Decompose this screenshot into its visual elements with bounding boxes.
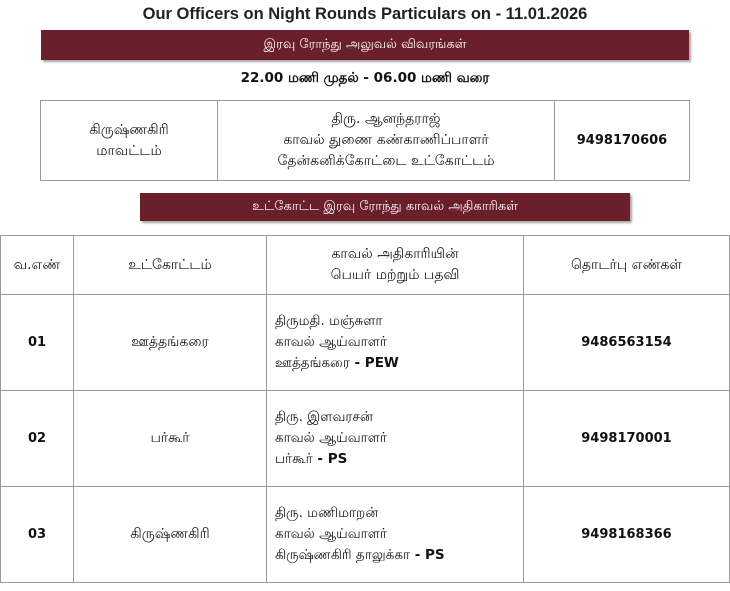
row-officer — [267, 295, 524, 391]
officer-name: திரு. மணிமாறன் — [275, 505, 379, 521]
supervisor-officer-cell — [218, 101, 555, 181]
officer-name: திரு. இளவரசன் — [275, 409, 373, 425]
officer-designation: காவல் ஆய்வாளர் — [275, 430, 387, 446]
officer-name: திருமதி. மஞ்சுளா — [275, 313, 383, 329]
header-officer-line1: காவல் அதிகாரியின் — [331, 246, 459, 262]
table-header-row — [1, 236, 730, 295]
row-officer — [267, 487, 524, 583]
officer-designation: காவல் ஆய்வாளர் — [275, 334, 387, 350]
row-phone: 9486563154 — [524, 295, 730, 391]
officer-unit: - PEW — [349, 355, 399, 371]
header-phone: தொடர்பு எண்கள் — [524, 236, 730, 295]
supervisor-name: திரு. ஆனந்தராஜ் — [331, 111, 441, 127]
officer-unit: - PS — [312, 451, 348, 467]
supervisor-designation: காவல் துணை கண்காணிப்பாளர் — [283, 132, 489, 148]
subdivision-officers-banner: உட்கோட்ட இரவு ரோந்து காவல் அதிகாரிகள் — [140, 193, 630, 221]
timing-text: 22.00 மணி முதல் - 06.00 மணி வரை — [240, 70, 490, 86]
officer-place: பர்கூர் — [275, 451, 313, 467]
header-officer-line2: பெயர் மற்றும் பதவி — [330, 267, 460, 283]
supervisor-subdivision: தேன்கனிக்கோட்டை உட்கோட்டம் — [277, 153, 495, 169]
row-station: ஊத்தங்கரை — [74, 295, 267, 391]
officer-place: ஊத்தங்கரை — [275, 355, 350, 371]
district-line1: கிருஷ்ணகிரி — [89, 121, 169, 138]
officer-place-line — [275, 449, 523, 470]
row-sl: 03 — [1, 487, 74, 583]
table-row — [1, 295, 730, 391]
row-phone: 9498170001 — [524, 391, 730, 487]
officer-place-line — [275, 353, 523, 374]
row-officer — [267, 391, 524, 487]
page-title: Our Officers on Night Rounds Particulars on - 11.01.2026 — [142, 5, 588, 23]
officers-table — [0, 235, 730, 583]
table-row — [1, 391, 730, 487]
officer-designation: காவல் ஆய்வாளர் — [275, 526, 387, 542]
supervisor-phone: 9498170606 — [555, 101, 690, 181]
district-line2: மாவட்டம் — [96, 142, 162, 159]
supervisor-row — [41, 101, 690, 181]
row-station: கிருஷ்ணகிரி — [74, 487, 267, 583]
officer-place-line — [275, 545, 523, 566]
row-station: பர்கூர் — [74, 391, 267, 487]
row-phone: 9498168366 — [524, 487, 730, 583]
table-row — [1, 487, 730, 583]
header-officer — [267, 236, 524, 295]
row-sl: 02 — [1, 391, 74, 487]
night-rounds-banner: இரவு ரோந்து அலுவல் விவரங்கள் — [41, 30, 689, 60]
officer-unit: - PS — [410, 547, 445, 563]
officer-place: கிருஷ்ணகிரி தாலுக்கா — [275, 547, 411, 563]
row-sl: 01 — [1, 295, 74, 391]
header-station: உட்கோட்டம் — [74, 236, 267, 295]
header-sl: வ.எண் — [1, 236, 74, 295]
district-cell — [41, 101, 218, 181]
supervisor-table — [40, 100, 690, 181]
